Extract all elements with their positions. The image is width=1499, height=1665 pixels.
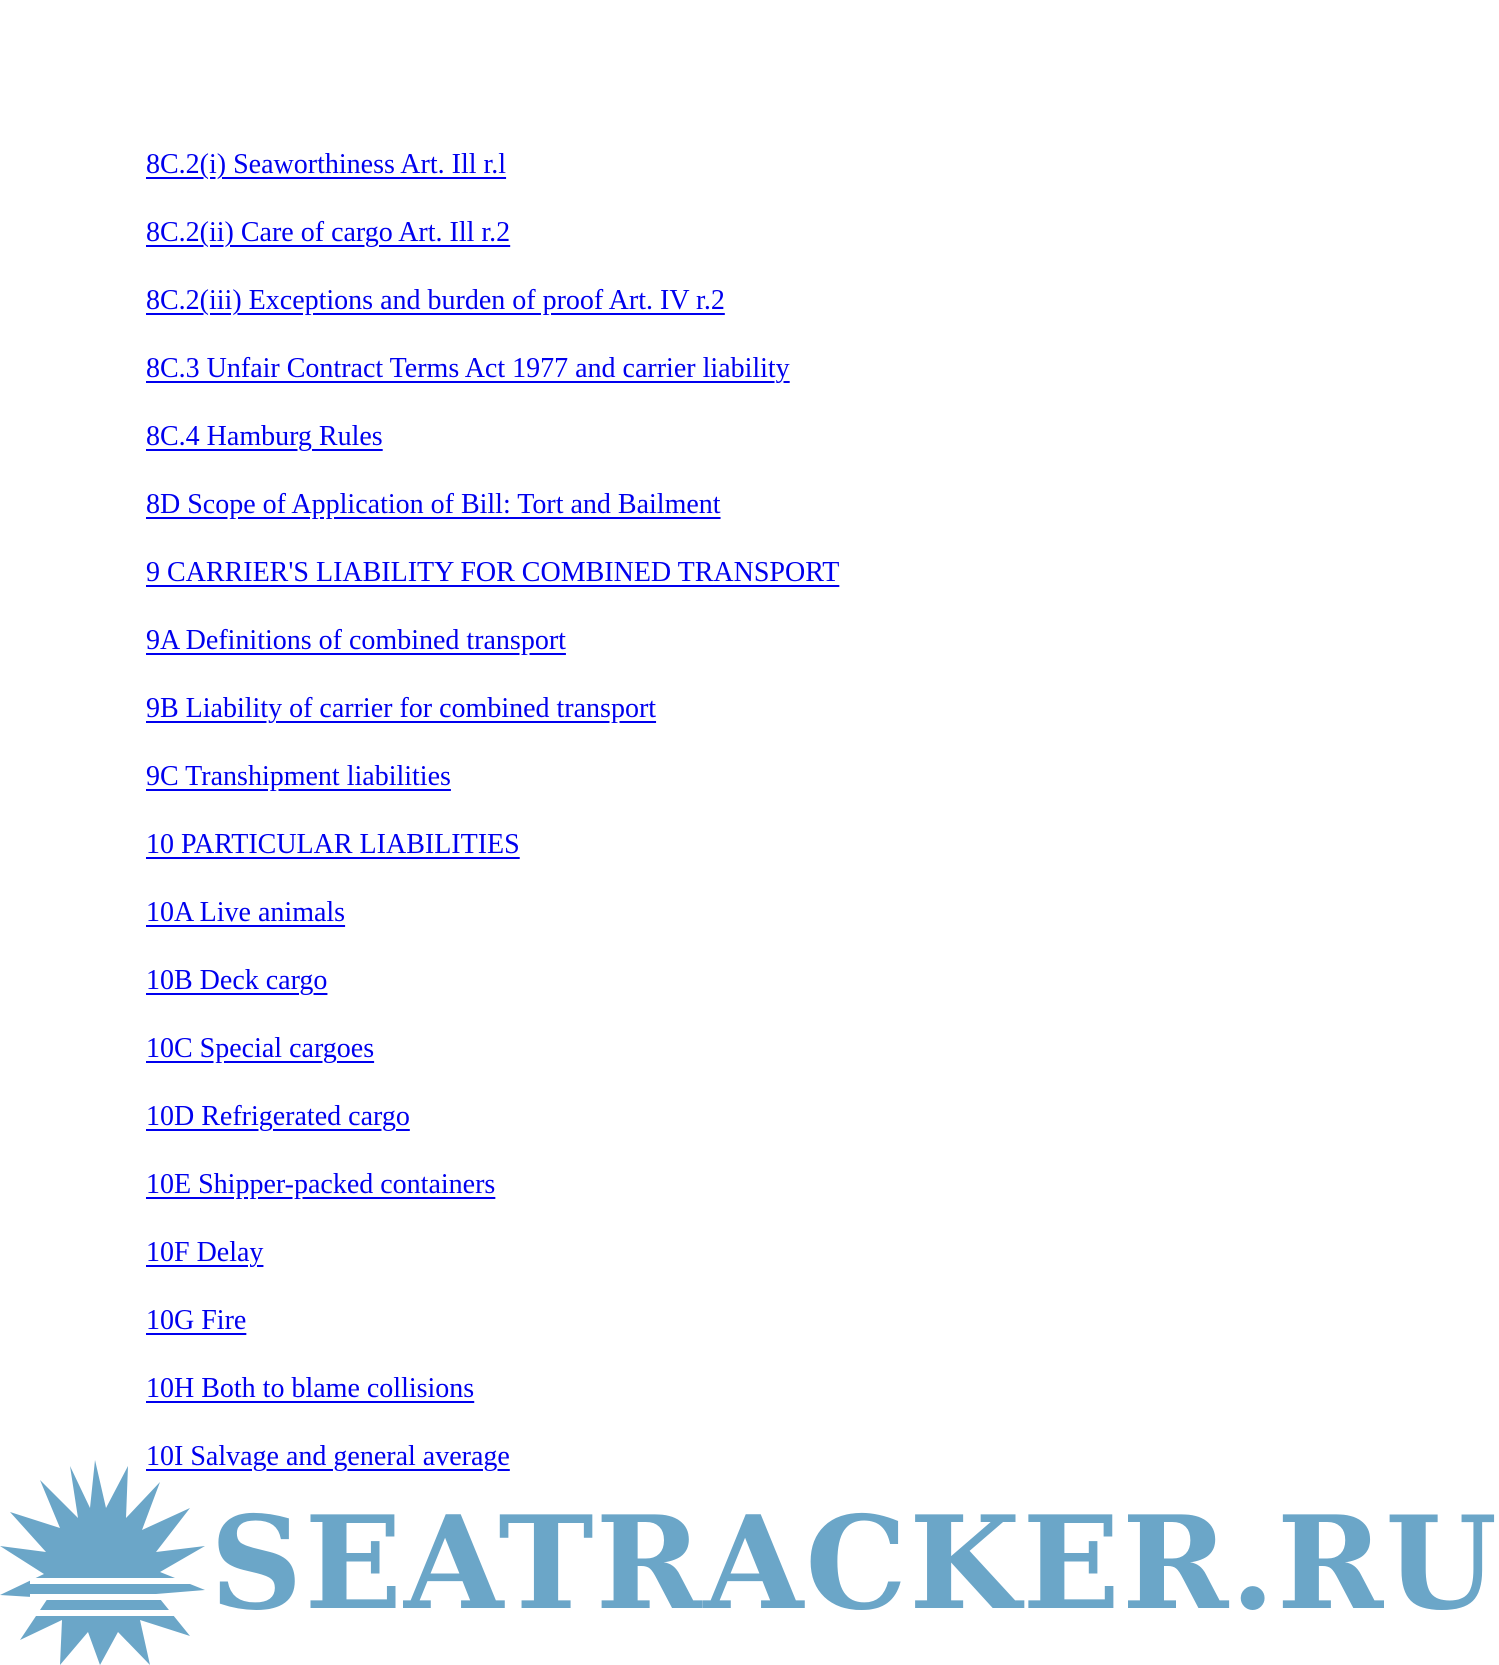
toc-link[interactable]: 10 PARTICULAR LIABILITIES: [146, 829, 520, 860]
toc-link[interactable]: 10B Deck cargo: [146, 965, 328, 996]
list-item: [146, 1095, 839, 1163]
toc-link[interactable]: 10G Fire: [146, 1305, 247, 1336]
toc-link[interactable]: 10A Live animals: [146, 897, 346, 928]
toc-link[interactable]: 8C.2(iii) Exceptions and burden of proof Art. IV r.2: [146, 285, 725, 316]
list-item: [146, 1367, 839, 1435]
toc-link[interactable]: 8C.4 Hamburg Rules: [146, 421, 383, 452]
list-item: [146, 1163, 839, 1231]
toc-link[interactable]: 9C Transhipment liabilities: [146, 761, 451, 792]
watermark-text: SEATRACKER.RU: [210, 1489, 1499, 1639]
list-item: [146, 483, 839, 551]
list-item: [146, 891, 839, 959]
toc-link[interactable]: 10I Salvage and general average: [146, 1441, 510, 1472]
list-item: [146, 279, 839, 347]
list-item: [146, 347, 839, 415]
list-item: [146, 823, 839, 891]
toc-link[interactable]: 10F Delay: [146, 1237, 264, 1268]
list-item: [146, 551, 839, 619]
list-item: [146, 619, 839, 687]
toc-link[interactable]: 8C.2(ii) Care of cargo Art. Ill r.2: [146, 217, 511, 248]
toc-link[interactable]: 9A Definitions of combined transport: [146, 625, 566, 656]
toc-link[interactable]: 8C.2(i) Seaworthiness Art. Ill r.l: [146, 149, 507, 180]
table-of-contents: [146, 143, 839, 1503]
list-item: [146, 755, 839, 823]
toc-link[interactable]: 8D Scope of Application of Bill: Tort and Bailment: [146, 489, 721, 520]
sun-horizon-lines: [30, 1578, 190, 1616]
list-item: [146, 415, 839, 483]
list-item: [146, 1027, 839, 1095]
toc-link[interactable]: 10C Special cargoes: [146, 1033, 375, 1064]
list-item: [146, 959, 839, 1027]
list-item: [146, 143, 839, 211]
toc-link[interactable]: 10D Refrigerated cargo: [146, 1101, 410, 1132]
toc-link[interactable]: 8C.3 Unfair Contract Terms Act 1977 and carrier liability: [146, 353, 790, 384]
toc-link[interactable]: 10H Both to blame collisions: [146, 1373, 475, 1404]
list-item: [146, 1231, 839, 1299]
toc-link[interactable]: 9 CARRIER'S LIABILITY FOR COMBINED TRANSPORT: [146, 557, 840, 588]
list-item: [146, 687, 839, 755]
list-item: [146, 211, 839, 279]
toc-link[interactable]: 9B Liability of carrier for combined transport: [146, 693, 657, 724]
toc-link[interactable]: 10E Shipper-packed containers: [146, 1169, 496, 1200]
list-item: [146, 1299, 839, 1367]
sun-burst-icon: [0, 1460, 205, 1665]
